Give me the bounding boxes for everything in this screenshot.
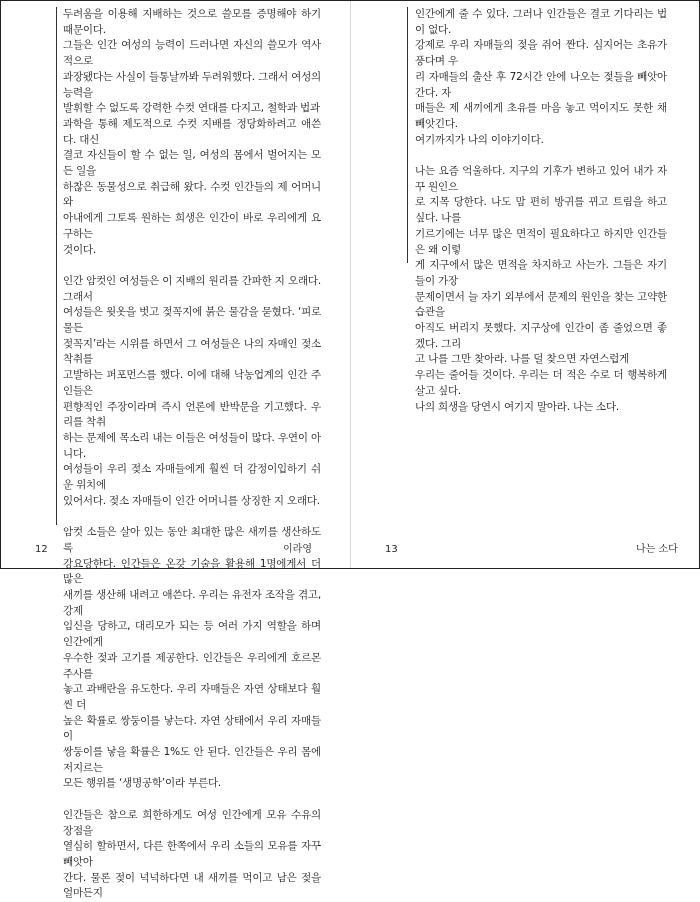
right-margin-rule (407, 7, 408, 263)
body-paragraph: 인간에게 줄 수 있다. 그러나 인간들은 결코 기다리는 법이 없다. 강제로 우리 자매들의 젖을 쥐어 짠다. 심지어는 초유가 풍다며 우 리 자매들의 출산 후 72시간 안에 나오는 젖들을 빼앗아 간다. 자 매들은 제 새끼에게 초유를 마음 놓고 먹이지도 못한 채 빼앗긴다. 여기까지가 나의 이야기이다. (415, 8, 667, 146)
left-page-number: 12 (35, 544, 48, 555)
body-paragraph: 나는 요즘 억울하다. 지구의 기후가 변하고 있어 내가 자꾸 원인으 로 지목 당한다. 나도 맘 편히 방귀를 뀌고 트림을 하고 싶다. 나를 기르기에는 너무 많은 면적이 필요하다고 하지만 인간들은 왜 이렇 게 지구에서 많은 면적을 차지하고 사는가. 그들은 자기들이 가장 문제이면서 늘 자기 외부에서 문제의 원인을 찾는 고약한 습관을 아직도 버리지 못했다. 지구상에 인간이 좀 줄었으면 좋겠다. 그리 고 나를 그만 찾아라. 나를 덜 찾으면 자연스럽게 우리는 줄어들 것이다. 우리는 더 적은 수로 더 행복하게 살고 싶다. 나의 희생을 당연시 여기지 말아라. 나는 소다. (415, 165, 667, 413)
page-gutter (350, 1, 351, 568)
body-paragraph: 인간들은 참으로 희한하게도 여성 인간에게 모유 수유의 장점을 열심히 할하면서, 다른 한쪽에서 우리 소들의 모유를 자꾸 빼앗아 간다. 물론 젖이 넉넉하다면 내 새끼를 먹이고 남은 젖을 얼마든지 (63, 808, 321, 900)
right-page-body (415, 7, 667, 415)
body-paragraph: 암컷 소들은 살아 있는 동안 최대한 많은 새끼를 생산하도록 강요당한다. 인간들은 온갖 기술을 활용해 1명에게서 더 많은 새끼를 생산해 내려고 애쓴다. 우리는 유전자 조작을 겪고, 강제 임신을 당하고, 대리모가 되는 등 여러 가지 역할을 하며 인간에게 우수한 젖과 고기를 제공한다. 인간들은 우리에게 호르몬 주사를 놓고 과배란을 유도한다. 우리 자매들은 자연 상태보다 훨씬 더 높은 확률로 쌍둥이를 낳는다. 자연 상태에서 우리 자매들이 쌍둥이를 낳을 확률은 1%도 안 된다. 인간들은 우리 몸에 저지르는 모든 행위를 ‘생명공학’이라 부른다. (63, 526, 321, 790)
body-paragraph: 인간 암컷인 여성들은 이 지배의 원리를 간파한 지 오래다. 그래서 여성들은 윗옷을 벗고 젖꼭지에 붉은 물감을 묻혔다. ‘피로 물든 젖꼭지’라는 시위를 하면서 그 여성들은 나의 자매인 젖소 착취를 고발하는 퍼포먼스를 했다. 이에 대해 낙농업계의 인간 주인들은 편향적인 주장이라며 즉시 언론에 반박문을 기고했다. 우리를 착취 하는 문제에 목소리 내는 이들은 여성들이 많다. 우연이 아니다. 여성들이 우리 젖소 자매들에게 훨씬 더 감정이입하기 쉬운 위치에 있어서다. 젖소 자매들이 인간 어머니를 상징한 지 오래다. (63, 274, 321, 507)
left-running-head: 이라영 (283, 544, 312, 555)
right-page-number: 13 (385, 544, 398, 555)
left-page-body (63, 7, 321, 902)
left-margin-rule (56, 7, 57, 525)
right-running-head: 나는 소다 (636, 544, 678, 555)
body-paragraph: 두려움을 이용해 지배하는 것으로 쓸모를 증명해야 하기 때문이다. 그들은 인간 여성의 능력이 드러나면 자신의 쓸모가 역사적으로 과장됐다는 사실이 들통날까봐 두려워했다. 그래서 여성의 능력을 발휘할 수 없도록 강력한 수컷 연대를 다지고, 철학과 법과 과학을 통해 제도적으로 수컷 지배를 정당화하려고 애쓴다. 대신 결코 자신들이 할 수 없는 일, 여성의 몸에서 벌어지는 모든 일을 하찮은 동물성으로 취급해 왔다. 수컷 인간들의 제 어머니와 아내에게 그토록 원하는 희생은 인간이 바로 우리에게 요구하는 것이다. (63, 8, 321, 256)
